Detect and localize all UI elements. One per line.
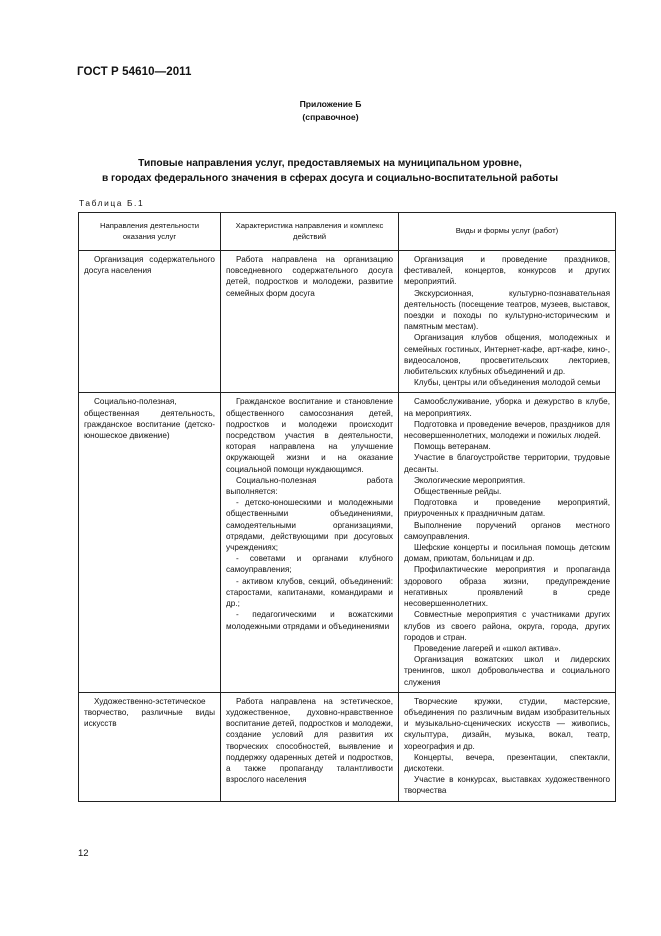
cell-paragraph: Шефские концерты и посильная помощь детским домам, приютам, больницам и др. <box>404 543 610 564</box>
cell-paragraph: Социально-полезная работа выполняется: <box>226 475 393 497</box>
cell-direction <box>79 251 221 393</box>
cell-paragraph: Выполнение поручений органов местного самоуправления. <box>404 520 610 541</box>
cell-characteristics <box>221 393 399 692</box>
cell-services <box>399 251 616 393</box>
appendix-heading <box>0 98 661 124</box>
table-title <box>70 156 590 186</box>
cell-paragraph: Работа направлена на эстетическое, художественное, духовно-нравственное воспитание детей, подростков и молодежи, создание условий для развития их творческих способностей, выявление и поддержку одаренных детей и подростков, а также пропаганду талантливости взрослого населения <box>226 696 393 785</box>
cell-paragraph: Участие в конкурсах, выставках художественного творчества <box>404 775 610 796</box>
cell-paragraph: Самообслуживание, уборка и дежурство в клубе, на мероприятиях. <box>404 397 610 418</box>
cell-paragraph: Проведение лагерей и «школ актива». <box>414 643 561 653</box>
appendix-title: Приложение Б <box>299 99 362 109</box>
cell-direction <box>79 692 221 801</box>
page-number: 12 <box>78 848 89 859</box>
header-direction: Направления деятельности оказания услуг <box>79 213 221 251</box>
cell-paragraph: - советами и органами клубного самоуправления; <box>226 554 393 575</box>
cell-paragraph: - педагогическими и вожатскими молодежными отрядами и объединениями <box>226 610 393 631</box>
cell-paragraph: Подготовка и проведение мероприятий, приуроченных к праздничным датам. <box>404 498 610 519</box>
document-header: ГОСТ Р 54610—2011 <box>77 66 192 78</box>
cell-paragraph: Гражданское воспитание и становление общественного самосознания детей, подростков и молодежи происходит посредством участия в деятельности, которая направлена на улучшение окружающей жизни и на оказание социальной помощи нуждающимся. <box>226 397 393 474</box>
cell-paragraph: Работа направлена на организацию повседневного содержательного досуга детей, подростков и молодежи, развитие семейных форм досуга <box>226 255 393 298</box>
cell-paragraph: Художественно-эстетическое творчество, различные виды искусств <box>84 696 215 729</box>
cell-paragraph: Совместные мероприятия с участниками других клубов из своего района, округа, города, других городов и стран. <box>404 610 610 642</box>
cell-paragraph: Участие в благоустройстве территории, трудовые десанты. <box>404 453 610 474</box>
cell-paragraph: - детско-юношескими и молодежными общественными объединениями, самодеятельными организациями, отрядами, действующими при досуговых учреждениях; <box>226 498 393 553</box>
cell-paragraph: Организация вожатских школ и лидерских тренингов, школ добровольчества и социального служения <box>404 655 610 687</box>
header-services: Виды и формы услуг (работ) <box>399 213 616 251</box>
table-row <box>79 692 616 801</box>
cell-paragraph: Организация и проведение праздников, фестивалей, концертов, конкурсов и других мероприятий. <box>404 255 610 287</box>
cell-paragraph: Социально-полезная, общественная деятельность, гражданское воспитание (детско-юношеское движение) <box>84 397 215 441</box>
table-row <box>79 393 616 692</box>
table-header-row <box>79 213 616 251</box>
cell-paragraph: Концерты, вечера, презентации, спектакли, дискотеки. <box>404 752 610 773</box>
cell-paragraph: Профилактические мероприятия и пропаганда здорового образа жизни, предупреждение негативных проявлений в среде несовершеннолетних. <box>404 565 610 609</box>
cell-paragraph: Творческие кружки, студии, мастерские, объединения по различным видам изобразительных и музыкально-сценических искусств — живопись, скульптура, дизайн, музыка, вокал, театр, хореография и др. <box>404 696 610 751</box>
cell-paragraph: Экскурсионная, культурно-познавательная деятельность (посещение театров, музеев, выставок, поездки и походы по культурно-историческим и памятным местам). <box>404 288 610 332</box>
appendix-note: (справочное) <box>302 112 359 122</box>
table-label: Таблица Б.1 <box>79 198 145 208</box>
cell-characteristics <box>221 251 399 393</box>
cell-paragraph: Подготовка и проведение вечеров, праздников для несовершеннолетних, молодежи и пожилых людей. <box>404 419 610 441</box>
table-row <box>79 251 616 393</box>
header-characteristics: Характеристика направления и комплекс действий <box>221 213 399 251</box>
cell-paragraph: Организация содержательного досуга населения <box>84 255 215 276</box>
cell-paragraph: Клубы, центры или объединения молодой семьи <box>414 378 601 388</box>
cell-paragraph: Экологические мероприятия. <box>414 475 526 485</box>
cell-paragraph: Организация клубов общения, молодежных и семейных гостиных, Интернет-кафе, арт-кафе, кино-, видеосалонов, просветительских лекториев, любительских клубных объединений и др. <box>404 333 610 377</box>
cell-paragraph: Помощь ветеранам. <box>414 442 491 452</box>
cell-direction <box>79 393 221 692</box>
services-table <box>78 212 616 802</box>
cell-services <box>399 692 616 801</box>
title-line-1: Типовые направления услуг, предоставляемых на муниципальном уровне, <box>138 158 522 169</box>
title-line-2: в городах федерального значения в сферах досуга и социально-воспитательной работы <box>101 173 559 184</box>
cell-paragraph: Общественные рейды. <box>414 487 502 497</box>
cell-services <box>399 393 616 692</box>
cell-characteristics <box>221 692 399 801</box>
cell-paragraph: - активом клубов, секций, объединений: старостами, капитанами, командирами и др.; <box>226 576 393 609</box>
